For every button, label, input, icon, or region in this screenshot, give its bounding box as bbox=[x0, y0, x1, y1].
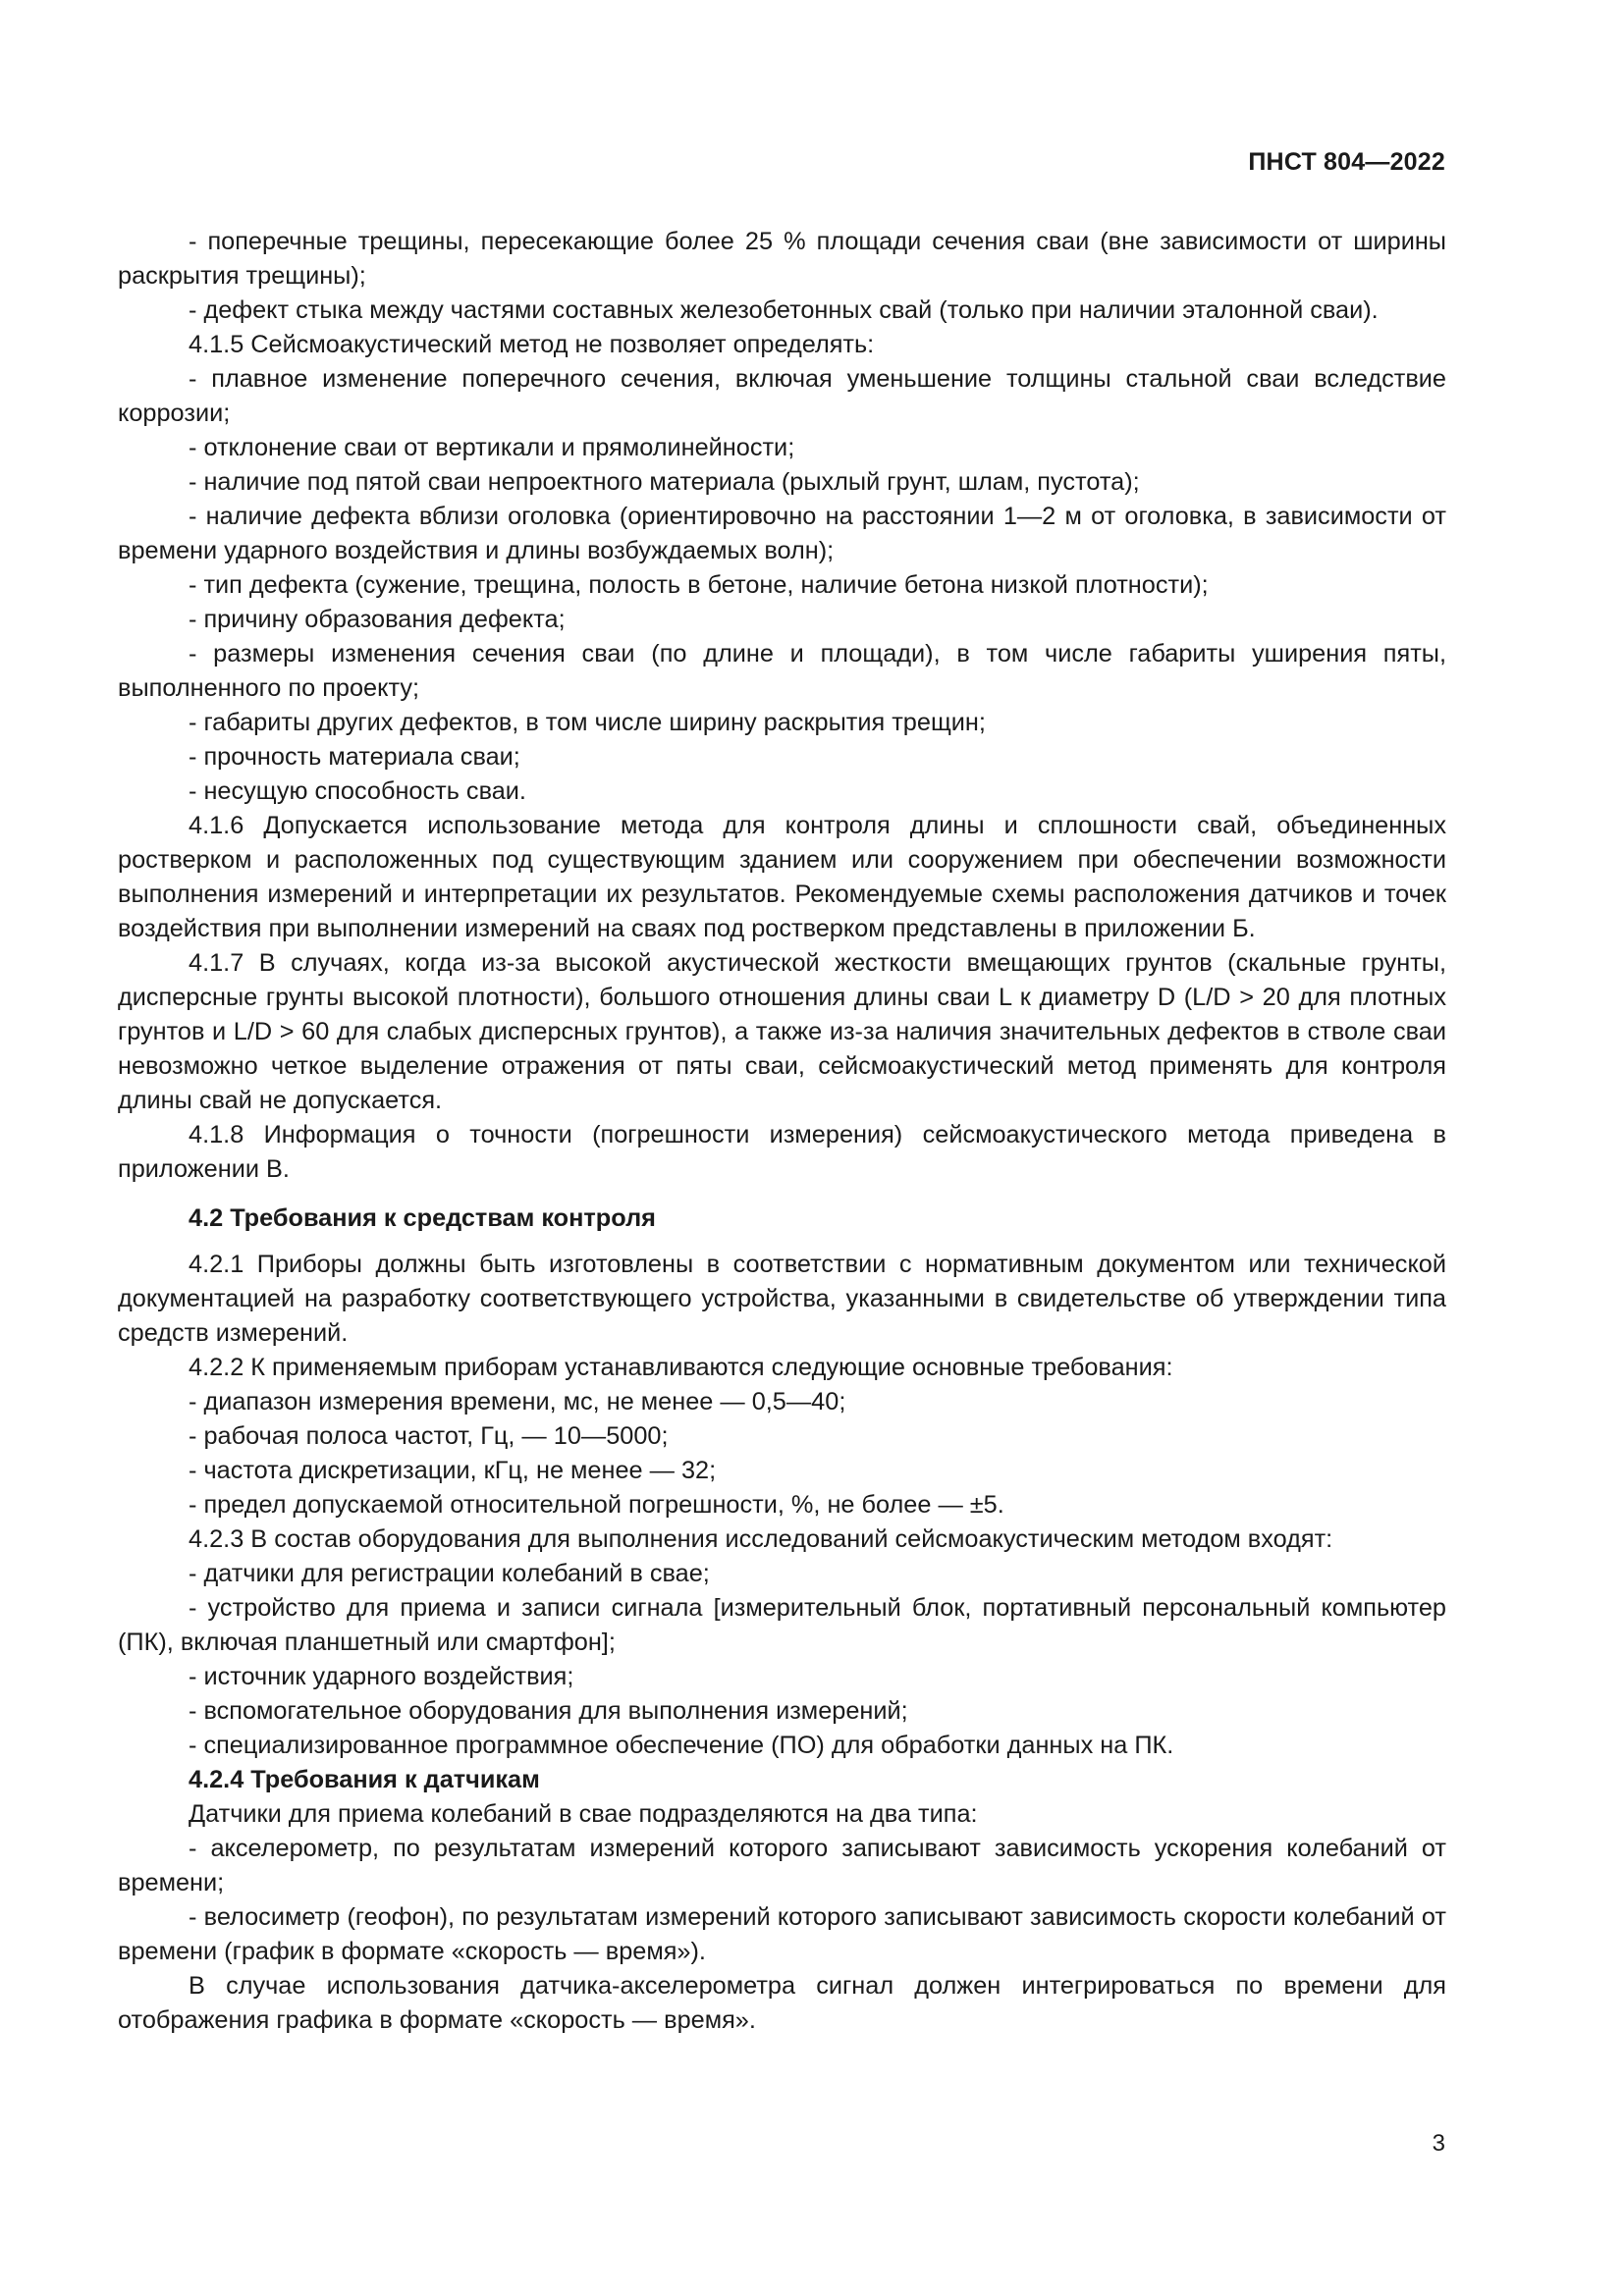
list-item: - отклонение сваи от вертикали и прямолинейности; bbox=[189, 434, 795, 461]
list-item: - наличие под пятой сваи непроектного материала (рыхлый грунт, шлам, пустота); bbox=[189, 468, 1140, 496]
list-item: - наличие дефекта вблизи оголовка (ориентировочно на расстоянии 1—2 м от оголовка, в зависимости от времени ударного воздействия и длины возбуждаемых волн); bbox=[118, 503, 1446, 564]
paragraph: Датчики для приема колебаний в свае подразделяются на два типа: bbox=[189, 1800, 978, 1828]
list-item: - частота дискретизации, кГц, не менее — 32; bbox=[189, 1457, 717, 1484]
list-item: - размеры изменения сечения сваи (по длине и площади), в том числе габариты уширения пяты, выполненного по проекту; bbox=[118, 640, 1446, 702]
clause-4-2-3: 4.2.3 В состав оборудования для выполнения исследований сейсмоакустическим методом входят: bbox=[189, 1525, 1333, 1553]
clause-4-1-8: 4.1.8 Информация о точности (погрешности измерения) сейсмоакустического метода приведена в приложении В. bbox=[118, 1121, 1446, 1183]
list-item: - несущую способность сваи. bbox=[189, 777, 526, 805]
document-body bbox=[118, 225, 1446, 2038]
list-item: - устройство для приема и записи сигнала [измерительный блок, портативный персональный компьютер (ПК), включая планшетный или смартфон]; bbox=[118, 1594, 1446, 1656]
list-item: - предел допускаемой относительной погрешности, %, не более — ±5. bbox=[189, 1491, 1004, 1519]
list-item: - велосиметр (геофон), по результатам измерений которого записывают зависимость скорости колебаний от времени (график в формате «скорость — время»). bbox=[118, 1903, 1446, 1965]
list-item: - вспомогательное оборудования для выполнения измерений; bbox=[189, 1697, 908, 1725]
document-code: ПНСТ 804—2022 bbox=[1248, 148, 1445, 176]
clause-4-2-2: 4.2.2 К применяемым приборам устанавливаются следующие основные требования: bbox=[189, 1354, 1173, 1381]
page-number: 3 bbox=[1432, 2130, 1445, 2157]
list-item: - рабочая полоса частот, Гц, — 10—5000; bbox=[189, 1422, 669, 1450]
section-heading-4-2: 4.2 Требования к средствам контроля bbox=[189, 1204, 656, 1232]
list-item: - специализированное программное обеспечение (ПО) для обработки данных на ПК. bbox=[189, 1732, 1174, 1759]
clause-4-1-6: 4.1.6 Допускается использование метода для контроля длины и сплошности свай, объединенных ростверком и расположенных под существующим зданием или сооружением при обеспечении возможности выполнения измерений и интерпретации их результатов. Рекомендуемые схемы расположения датчиков и точек воздействия при выполнении измерений на сваях под ростверком представлены в приложении Б. bbox=[118, 812, 1446, 942]
list-item: - причину образования дефекта; bbox=[189, 606, 566, 633]
list-item: - источник ударного воздействия; bbox=[189, 1663, 574, 1690]
list-item: - габариты других дефектов, в том числе ширину раскрытия трещин; bbox=[189, 709, 986, 736]
list-item: - дефект стыка между частями составных железобетонных свай (только при наличии эталонной сваи). bbox=[189, 296, 1379, 324]
list-item: - плавное изменение поперечного сечения, включая уменьшение толщины стальной сваи вследствие коррозии; bbox=[118, 365, 1446, 427]
list-item: - диапазон измерения времени, мс, не менее — 0,5—40; bbox=[189, 1388, 846, 1415]
clause-4-1-7: 4.1.7 В случаях, когда из-за высокой акустической жесткости вмещающих грунтов (скальные грунты, дисперсные грунты высокой плотности), большого отношения длины сваи L к диаметру D (L/D > 20 для плотных грунтов и L/D > 60 для слабых дисперсных грунтов), а также из-за наличия значительных дефектов в стволе сваи невозможно четкое выделение отражения от пяты сваи, сейсмоакустический метод применять для контроля длины свай не допускается. bbox=[118, 949, 1446, 1114]
subsection-heading-4-2-4: 4.2.4 Требования к датчикам bbox=[189, 1766, 540, 1793]
list-item: - прочность материала сваи; bbox=[189, 743, 520, 771]
paragraph: В случае использования датчика-акселерометра сигнал должен интегрироваться по времени для отображения графика в формате «скорость — время». bbox=[118, 1972, 1446, 2034]
list-item: - акселерометр, по результатам измерений которого записывают зависимость ускорения колебаний от времени; bbox=[118, 1835, 1446, 1896]
list-item: - тип дефекта (сужение, трещина, полость в бетоне, наличие бетона низкой плотности); bbox=[189, 571, 1209, 599]
clause-4-1-5: 4.1.5 Сейсмоакустический метод не позволяет определять: bbox=[189, 331, 875, 358]
clause-4-2-1: 4.2.1 Приборы должны быть изготовлены в соответствии с нормативным документом или технической документацией на разработку соответствующего устройства, указанными в свидетельстве об утверждении типа средств измерений. bbox=[118, 1251, 1446, 1347]
list-item: - датчики для регистрации колебаний в свае; bbox=[189, 1560, 710, 1587]
list-item: - поперечные трещины, пересекающие более 25 % площади сечения сваи (вне зависимости от ширины раскрытия трещины); bbox=[118, 228, 1446, 290]
